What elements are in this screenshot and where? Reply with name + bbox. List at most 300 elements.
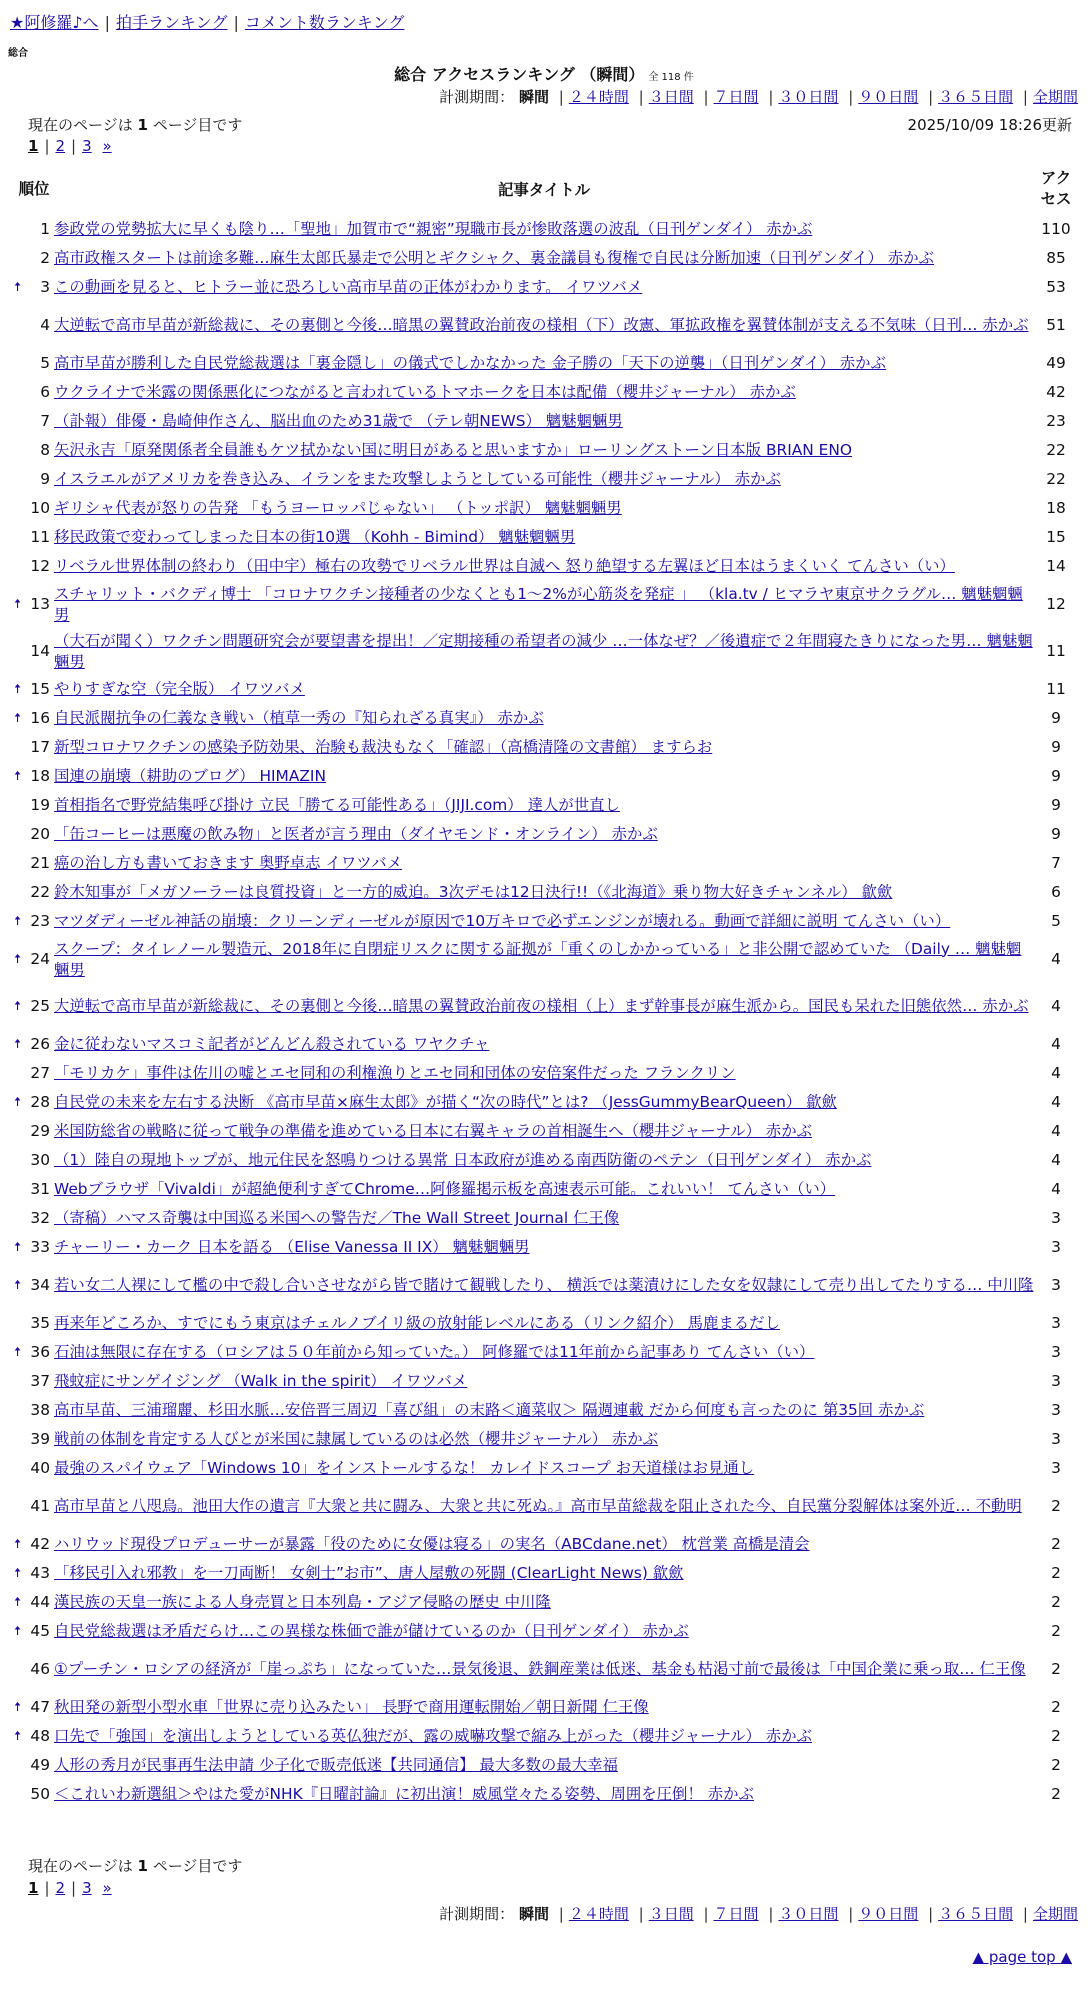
pager-next[interactable]: » bbox=[102, 137, 112, 155]
rank-up-icon: 🠅 bbox=[14, 999, 22, 1014]
title-cell bbox=[54, 820, 1034, 849]
article-title-link[interactable]: 癌の治し方も書いておきます 奥野卓志 イワツバメ bbox=[54, 854, 403, 872]
table-row bbox=[14, 1088, 1078, 1117]
article-title-link[interactable]: ＜これいわ新選組＞やはた愛がNHK『日曜討論』に初出演！威風堂々たる姿勢、周囲を圧倒！ 赤かぶ bbox=[54, 1785, 754, 1803]
rank-up-icon bbox=[14, 1396, 28, 1425]
table-row bbox=[14, 1262, 1078, 1309]
ranking-rows bbox=[14, 215, 1078, 1809]
article-title-link[interactable]: 人形の秀月が民事再生法申請 少子化で販売低迷【共同通信】 最大多数の最大幸福 bbox=[54, 1756, 618, 1774]
article-title-link[interactable]: 米国防総省の戦略に従って戦争の準備を進めている日本に右翼キャラの首相誕生へ（櫻井ジャーナル） 赤かぶ bbox=[54, 1122, 812, 1140]
rank-up-icon bbox=[14, 628, 28, 675]
title-cell bbox=[54, 1425, 1034, 1454]
title-cell bbox=[54, 494, 1034, 523]
title-cell bbox=[54, 1059, 1034, 1088]
rank-up-icon bbox=[14, 820, 28, 849]
pager-page-2[interactable]: 2 bbox=[55, 1879, 66, 1897]
table-row bbox=[14, 1396, 1078, 1425]
access-count: 11 bbox=[1046, 680, 1066, 698]
rank-up-icon: 🠅 bbox=[14, 1700, 22, 1715]
rank-number: 8 bbox=[40, 441, 51, 459]
rank-number: 18 bbox=[30, 767, 51, 785]
rank-up-icon: 🠅 bbox=[14, 1345, 22, 1360]
title-cell bbox=[54, 215, 1034, 244]
table-header bbox=[14, 163, 1078, 215]
title-cell bbox=[54, 1338, 1034, 1367]
link-clap-ranking[interactable]: 拍手ランキング bbox=[115, 13, 228, 32]
link-comment-ranking[interactable]: コメント数ランキング bbox=[244, 13, 405, 32]
table-row bbox=[14, 704, 1078, 733]
rank-number: 46 bbox=[30, 1660, 51, 1678]
title-cell bbox=[54, 675, 1034, 704]
pager-next[interactable]: » bbox=[102, 1879, 112, 1897]
article-title-link[interactable]: 大逆転で高市早苗が新総裁に、その裏側と今後…暗黒の翼賛政治前夜の様相（上）まず幹事長が麻生派から。国民も呆れた旧態依然… 赤かぶ bbox=[54, 997, 1029, 1015]
rank-up-icon bbox=[14, 465, 28, 494]
title-cell bbox=[54, 349, 1034, 378]
title-cell bbox=[54, 1396, 1034, 1425]
ranking-heading: 総合 アクセスランキング （瞬間） bbox=[394, 65, 645, 84]
table-row bbox=[14, 675, 1078, 704]
access-count: 2 bbox=[1051, 1564, 1061, 1582]
article-title-link[interactable]: 「缶コーヒーは悪魔の飲み物」と医者が言う理由（ダイヤモンド・オンライン） 赤かぶ bbox=[54, 825, 658, 843]
access-count: 2 bbox=[1051, 1727, 1061, 1745]
rank-number: 17 bbox=[30, 738, 51, 756]
rank-up-icon: 🠅 bbox=[14, 952, 22, 967]
access-count: 3 bbox=[1051, 1430, 1061, 1448]
access-count: 9 bbox=[1051, 767, 1061, 785]
rank-number: 5 bbox=[40, 354, 51, 372]
table-row bbox=[14, 936, 1078, 983]
article-title-link[interactable]: 飛蚊症にサンゲイジング （Walk in the spirit） イワツバメ bbox=[54, 1372, 468, 1390]
rank-number: 48 bbox=[30, 1727, 51, 1745]
rank-up-icon bbox=[14, 349, 28, 378]
table-row bbox=[14, 465, 1078, 494]
article-title-link[interactable]: イスラエルがアメリカを巻き込み、イランをまた攻撃しようとしている可能性（櫻井ジャーナル） 赤かぶ bbox=[54, 470, 781, 488]
pager-current: 1 bbox=[28, 1879, 39, 1897]
article-title-link[interactable]: 自民派閥抗争の仁義なき戦い（植草一秀の『知られざる真実』） 赤かぶ bbox=[54, 709, 544, 727]
title-cell bbox=[54, 762, 1034, 791]
article-title-link[interactable]: ①プーチン・ロシアの経済が「崖っぷち」になっていた…景気後退、鉄鋼産業は低迷、基金も枯渇寸前で最後は「中国企業に乗っ取… 仁王像 bbox=[54, 1660, 1026, 1678]
title-cell bbox=[54, 302, 1034, 349]
rank-up-icon bbox=[14, 791, 28, 820]
table-row bbox=[14, 733, 1078, 762]
rank-number: 22 bbox=[30, 883, 51, 901]
table-row bbox=[14, 273, 1078, 302]
table-row bbox=[14, 983, 1078, 1030]
rank-up-icon bbox=[14, 1780, 28, 1809]
access-count: 4 bbox=[1051, 950, 1061, 968]
title-cell bbox=[54, 733, 1034, 762]
rank-up-icon bbox=[14, 1425, 28, 1454]
rank-number: 10 bbox=[30, 499, 51, 517]
rank-up-icon bbox=[14, 407, 28, 436]
article-title-link[interactable]: 秋田発の新型小型水車「世界に売り込みたい」 長野で商用運転開始／朝日新聞 仁王像 bbox=[54, 1698, 649, 1716]
page-info-bottom: 現在のページは 1 ページ目です bbox=[28, 1857, 243, 1875]
article-title-link[interactable]: 金に従わないマスコミ記者がどんどん殺されている ワヤクチャ bbox=[54, 1035, 490, 1053]
table-row bbox=[14, 1780, 1078, 1809]
table-row bbox=[14, 552, 1078, 581]
article-title-link[interactable]: 矢沢永吉「原発関係者全員誰もケツ拭かない国に明日があると思いますか」ローリングストーン日本版 BRIAN ENO bbox=[54, 441, 853, 459]
rank-up-icon: 🠅 bbox=[14, 711, 22, 726]
rank-up-icon bbox=[14, 494, 28, 523]
access-count: 3 bbox=[1051, 1459, 1061, 1477]
title-cell bbox=[54, 1588, 1034, 1617]
rank-number: 40 bbox=[30, 1459, 51, 1477]
rank-number: 9 bbox=[40, 470, 51, 488]
title-cell bbox=[54, 1722, 1034, 1751]
access-count: 4 bbox=[1051, 997, 1061, 1015]
rank-up-icon bbox=[14, 302, 28, 349]
title-cell bbox=[54, 1617, 1034, 1646]
access-count: 3 bbox=[1051, 1209, 1061, 1227]
article-title-link[interactable]: 新型コロナワクチンの感染予防効果、治験も裁決もなく「確認」（高橋清隆の文書館） ますらお bbox=[54, 738, 713, 756]
rank-up-icon: 🠅 bbox=[14, 597, 22, 612]
title-cell bbox=[54, 1367, 1034, 1396]
access-count: 110 bbox=[1041, 220, 1071, 238]
rank-number: 36 bbox=[30, 1343, 51, 1361]
access-count: 2 bbox=[1051, 1756, 1061, 1774]
title-cell bbox=[54, 1780, 1034, 1809]
table-row bbox=[14, 849, 1078, 878]
access-count: 4 bbox=[1051, 1064, 1061, 1082]
rank-number: 26 bbox=[30, 1035, 51, 1053]
rank-number: 23 bbox=[30, 912, 51, 930]
table-row bbox=[14, 1617, 1078, 1646]
access-count: 12 bbox=[1046, 595, 1066, 613]
period-3d[interactable]: ３日間 bbox=[648, 88, 694, 106]
access-count: 9 bbox=[1051, 709, 1061, 727]
rank-up-icon bbox=[14, 1146, 28, 1175]
top-nav: ★阿修羅♪へ | 拍手ランキング | コメント数ランキング bbox=[10, 13, 405, 32]
article-title-link[interactable]: 高市早苗と八咫烏。池田大作の遺言『大衆と共に闘み、大衆と共に死ぬ。』高市早苗総裁を阻止された今、自民黨分裂解体は案外近… 不動明 bbox=[54, 1497, 1022, 1515]
table-row bbox=[14, 436, 1078, 465]
period-90d[interactable]: ９０日間 bbox=[858, 1905, 919, 1923]
title-cell bbox=[54, 273, 1034, 302]
rank-number: 31 bbox=[30, 1180, 51, 1198]
table-row bbox=[14, 523, 1078, 552]
article-title-link[interactable]: 大逆転で高市早苗が新総裁に、その裏側と今後…暗黒の翼賛政治前夜の様相（下）改憲、軍拡政権を翼賛体制が支える不気味（日刊… 赤かぶ bbox=[54, 316, 1029, 334]
rank-number: 35 bbox=[30, 1314, 51, 1332]
access-count: 3 bbox=[1051, 1343, 1061, 1361]
title-cell bbox=[54, 1233, 1034, 1262]
rank-up-icon bbox=[14, 1059, 28, 1088]
access-count: 9 bbox=[1051, 825, 1061, 843]
pager-current: 1 bbox=[28, 137, 39, 155]
access-count: 7 bbox=[1051, 854, 1061, 872]
access-count: 2 bbox=[1051, 1785, 1061, 1803]
rank-number: 39 bbox=[30, 1430, 51, 1448]
rank-number: 27 bbox=[30, 1064, 51, 1082]
rank-number: 4 bbox=[40, 316, 51, 334]
title-cell bbox=[54, 552, 1034, 581]
title-cell bbox=[54, 523, 1034, 552]
title-cell bbox=[54, 704, 1034, 733]
rank-number: 20 bbox=[30, 825, 51, 843]
article-title-link[interactable]: チャーリー・カーク 日本を語る （Elise Vanessa II IX） 魑魅魍魎男 bbox=[54, 1238, 530, 1256]
title-cell bbox=[54, 581, 1034, 628]
title-cell bbox=[54, 1309, 1034, 1338]
period-24h[interactable]: ２４時間 bbox=[568, 88, 629, 106]
table-row bbox=[14, 1693, 1078, 1722]
table-row bbox=[14, 1454, 1078, 1483]
updated-time: 2025/10/09 18:26更新 bbox=[907, 116, 1072, 134]
title-cell bbox=[54, 1117, 1034, 1146]
period-365d[interactable]: ３６５日間 bbox=[938, 88, 1014, 106]
article-title-link[interactable]: 高市早苗、三浦瑠麗、杉田水脈…安倍晋三周辺「喜び組」の末路＜適菜収＞ 隔週連載 だから何度も言ったのに 第35回 赤かぶ bbox=[54, 1401, 925, 1419]
article-title-link[interactable]: この動画を見ると、ヒトラー並に恐ろしい高市早苗の正体がわかります。 イワツバメ bbox=[54, 278, 643, 296]
title-cell bbox=[54, 1146, 1034, 1175]
rank-number: 2 bbox=[40, 249, 51, 267]
rank-up-icon bbox=[14, 1454, 28, 1483]
title-cell bbox=[54, 1646, 1034, 1693]
rank-up-icon bbox=[14, 1483, 28, 1530]
header-title: 記事タイトル bbox=[497, 181, 591, 199]
table-row bbox=[14, 762, 1078, 791]
rank-up-icon bbox=[14, 733, 28, 762]
period-90d[interactable]: ９０日間 bbox=[858, 88, 919, 106]
table-row bbox=[14, 1030, 1078, 1059]
access-count: 2 bbox=[1051, 1698, 1061, 1716]
access-count: 6 bbox=[1051, 883, 1061, 901]
access-count: 22 bbox=[1046, 470, 1066, 488]
table-row bbox=[14, 407, 1078, 436]
rank-number: 1 bbox=[40, 220, 51, 238]
article-title-link[interactable]: 若い女二人裸にして檻の中で殺し合いさせながら皆で賭けて観戦したり、 横浜では薬漬けにした女を奴隷にして売り出してたりする… 中川隆 bbox=[54, 1276, 1034, 1294]
title-cell bbox=[54, 1175, 1034, 1204]
table-row bbox=[14, 1233, 1078, 1262]
article-title-link[interactable]: 自民党総裁選は矛盾だらけ…この異様な株価で誰が儲けているのか（日刊ゲンダイ） 赤かぶ bbox=[54, 1622, 689, 1640]
rank-number: 37 bbox=[30, 1372, 51, 1390]
pager-page-3[interactable]: 3 bbox=[82, 1879, 92, 1897]
rank-number: 38 bbox=[30, 1401, 51, 1419]
period-selector-bottom: 計測期間： 瞬間 | ２４時間 | ３日間 | ７日間 | ３０日間 | ９０日間 | ３６５日間 | 全期間 bbox=[439, 1905, 1078, 1923]
rank-up-icon: 🠅 bbox=[14, 682, 22, 697]
table-row bbox=[14, 1309, 1078, 1338]
table-row bbox=[14, 1146, 1078, 1175]
table-row bbox=[14, 907, 1078, 936]
rank-number: 47 bbox=[30, 1698, 51, 1716]
title-cell bbox=[54, 791, 1034, 820]
table-row bbox=[14, 1117, 1078, 1146]
access-count: 2 bbox=[1051, 1593, 1061, 1611]
rank-up-icon bbox=[14, 849, 28, 878]
article-title-link[interactable]: ハリウッド現役プロデューサーが暴露「役のために女優は寝る」の実名（ABCdane.net） 枕営業 高橋是清会 bbox=[54, 1535, 810, 1553]
access-count: 42 bbox=[1046, 383, 1066, 401]
period-7d[interactable]: ７日間 bbox=[713, 88, 759, 106]
article-title-link[interactable]: ウクライナで米露の関係悪化につながると言われているトマホークを日本は配備（櫻井ジャーナル） 赤かぶ bbox=[54, 383, 796, 401]
table-row bbox=[14, 349, 1078, 378]
title-cell bbox=[54, 1030, 1034, 1059]
category-label: 総合 bbox=[8, 48, 28, 59]
access-count: 2 bbox=[1051, 1660, 1061, 1678]
article-title-link[interactable]: 参政党の党勢拡大に早くも陰り…「聖地」加賀市で“親密”現職市長が惨敗落選の波乱（日刊ゲンダイ） 赤かぶ bbox=[54, 220, 813, 238]
rank-number: 49 bbox=[30, 1756, 51, 1774]
article-title-link[interactable]: スクープ：タイレノール製造元、2018年に自閉症リスクに関する証拠が「重くのしかかっている」と非公開で認めていた （Daily … 魑魅魍魎男 bbox=[54, 939, 1022, 979]
rank-up-icon bbox=[14, 378, 28, 407]
article-title-link[interactable]: ギリシャ代表が怒りの告発 「もうヨーロッパじゃない」 （トッポ訳） 魑魅魍魎男 bbox=[54, 499, 622, 517]
access-count: 4 bbox=[1051, 1035, 1061, 1053]
rank-number: 15 bbox=[30, 680, 51, 698]
period-3d[interactable]: ３日間 bbox=[648, 1905, 694, 1923]
access-count: 3 bbox=[1051, 1314, 1061, 1332]
article-title-link[interactable]: 「モリカケ」事件は佐川の嘘とエセ同和の利権漁りとエセ同和団体の安倍案件だった フランクリン bbox=[54, 1064, 736, 1082]
table-row bbox=[14, 1059, 1078, 1088]
rank-number: 11 bbox=[30, 528, 51, 546]
period-30d[interactable]: ３０日間 bbox=[778, 1905, 839, 1923]
title-cell bbox=[54, 1483, 1034, 1530]
header-rank: 順位 bbox=[18, 179, 50, 198]
access-count: 9 bbox=[1051, 738, 1061, 756]
rank-up-icon bbox=[14, 1204, 28, 1233]
rank-up-icon bbox=[14, 1117, 28, 1146]
article-title-link[interactable]: 国連の崩壊（耕助のブログ） HIMAZIN bbox=[54, 767, 326, 785]
table-row bbox=[14, 791, 1078, 820]
article-title-link[interactable]: 自民党の未来を左右する決断 《高市早苗×麻生太郎》が描く“次の時代”とは? （JessGummyBearQueen） 歙歛 bbox=[54, 1093, 837, 1111]
table-row bbox=[14, 244, 1078, 273]
access-count: 11 bbox=[1046, 642, 1066, 660]
pager-page-3[interactable]: 3 bbox=[82, 137, 92, 155]
rank-number: 16 bbox=[30, 709, 51, 727]
access-count: 18 bbox=[1046, 499, 1066, 517]
table-row bbox=[14, 581, 1078, 628]
article-title-link[interactable]: やりすぎな空（完全版） イワツバメ bbox=[54, 680, 305, 698]
rank-number: 6 bbox=[40, 383, 51, 401]
period-current: 瞬間 bbox=[518, 88, 549, 106]
table-row bbox=[14, 1338, 1078, 1367]
article-title-link[interactable]: 「移民引入れ邪教」を一刀両断！ 女剣士”お市”、唐人屋敷の死闘 (ClearLight News) 歙歛 bbox=[54, 1564, 684, 1582]
rank-number: 28 bbox=[30, 1093, 51, 1111]
article-title-link[interactable]: 移民政策で変わってしまった日本の街10選 （Kohh - Bimind） 魑魅魍魎男 bbox=[54, 528, 576, 546]
table-row bbox=[14, 1175, 1078, 1204]
title-cell bbox=[54, 1530, 1034, 1559]
table-row bbox=[14, 1559, 1078, 1588]
title-cell bbox=[54, 244, 1034, 273]
article-title-link[interactable]: 高市政権スタートは前途多難…麻生太郎氏暴走で公明とギクシャク、裏金議員も復権で自民は分断加速（日刊ゲンダイ） 赤かぶ bbox=[54, 249, 935, 267]
article-title-link[interactable]: （寄稿）ハマス奇襲は中国巡る米国への警告だ／The Wall Street Journal 仁王像 bbox=[54, 1209, 620, 1227]
rank-up-icon: 🠅 bbox=[14, 1095, 22, 1110]
article-title-link[interactable]: マツダディーゼル神話の崩壊：クリーンディーゼルが原因で10万キロで必ずエンジンが壊れる。動画で詳細に説明 てんさい（い） bbox=[54, 912, 951, 930]
article-title-link[interactable]: 鈴木知事が「メガソーラーは良質投資」と一方的威迫。3次デモは12日決行!!（《北海道》乗り物大好きチャンネル） 歙歛 bbox=[54, 883, 893, 901]
article-title-link[interactable]: 石油は無限に存在する（ロシアは５０年前から知っていた。） 阿修羅では11年前から記事あり てんさい（い） bbox=[54, 1343, 815, 1361]
article-title-link[interactable]: 高市早苗が勝利した自民党総裁選は「裏金隠し」の儀式でしかなかった 金子勝の「天下の逆襲」（日刊ゲンダイ） 赤かぶ bbox=[54, 354, 886, 372]
access-count: 85 bbox=[1046, 249, 1066, 267]
access-count: 51 bbox=[1046, 316, 1066, 334]
rank-up-icon: 🠅 bbox=[14, 769, 22, 784]
access-count: 5 bbox=[1051, 912, 1061, 930]
rank-up-icon: 🠅 bbox=[14, 1595, 22, 1610]
table-row bbox=[14, 1530, 1078, 1559]
title-cell bbox=[54, 1204, 1034, 1233]
access-count: 2 bbox=[1051, 1535, 1061, 1553]
rank-number: 44 bbox=[30, 1593, 51, 1611]
title-cell bbox=[54, 436, 1034, 465]
title-cell bbox=[54, 1088, 1034, 1117]
rank-up-icon bbox=[14, 523, 28, 552]
access-count: 22 bbox=[1046, 441, 1066, 459]
access-count: 4 bbox=[1051, 1151, 1061, 1169]
rank-up-icon: 🠅 bbox=[14, 914, 22, 929]
article-title-link[interactable]: Webブラウザ「Vivaldi」が超絶便利すぎてChrome…阿修羅掲示板を高速表示可能。これいい！ てんさい（い） bbox=[54, 1180, 836, 1198]
rank-number: 34 bbox=[30, 1276, 51, 1294]
title-cell bbox=[54, 849, 1034, 878]
article-title-link[interactable]: リベラル世界体制の終わり（田中宇）極右の攻勢でリベラル世界は自滅へ 怒り絶望する左翼ほど日本はうまくいく てんさい（い） bbox=[54, 557, 955, 575]
access-count: 23 bbox=[1046, 412, 1066, 430]
pager-top: 1 | 2 | 3 » bbox=[28, 137, 112, 155]
table-row bbox=[14, 820, 1078, 849]
rank-up-icon: 🠅 bbox=[14, 1037, 22, 1052]
article-title-link[interactable]: 戦前の体制を肯定する人びとが米国に隷属しているのは必然（櫻井ジャーナル） 赤かぶ bbox=[54, 1430, 659, 1448]
table-row bbox=[14, 878, 1078, 907]
link-ashura-home[interactable]: ★阿修羅♪へ bbox=[10, 13, 99, 32]
rank-number: 45 bbox=[30, 1622, 51, 1640]
article-title-link[interactable]: 口先で「強国」を演出しようとしている英仏独だが、露の威嚇攻撃で縮み上がった（櫻井ジャーナル） 赤かぶ bbox=[54, 1727, 812, 1745]
period-all[interactable]: 全期間 bbox=[1032, 1905, 1078, 1923]
rank-number: 19 bbox=[30, 796, 51, 814]
rank-number: 14 bbox=[30, 642, 51, 660]
rank-number: 43 bbox=[30, 1564, 51, 1582]
period-24h[interactable]: ２４時間 bbox=[568, 1905, 629, 1923]
access-count: 3 bbox=[1051, 1372, 1061, 1390]
rank-up-icon bbox=[14, 215, 28, 244]
article-title-link[interactable]: 漢民族の天皇一族による人身売買と日本列島・アジア侵略の歴史 中川隆 bbox=[54, 1593, 551, 1611]
access-count: 53 bbox=[1046, 278, 1066, 296]
title-cell bbox=[54, 628, 1034, 675]
pager-page-2[interactable]: 2 bbox=[55, 137, 66, 155]
period-365d[interactable]: ３６５日間 bbox=[938, 1905, 1014, 1923]
table-row bbox=[14, 628, 1078, 675]
table-row bbox=[14, 1425, 1078, 1454]
rank-up-icon bbox=[14, 1309, 28, 1338]
rank-number: 50 bbox=[30, 1785, 51, 1803]
title-cell bbox=[54, 378, 1034, 407]
rank-up-icon: 🠅 bbox=[14, 1566, 22, 1581]
access-count: 3 bbox=[1051, 1238, 1061, 1256]
period-all[interactable]: 全期間 bbox=[1032, 88, 1078, 106]
ranking-table bbox=[14, 163, 1078, 1809]
article-title-link[interactable]: （訃報）俳優・島崎伸作さん、脳出血のため31歳で （テレ朝NEWS） 魑魅魍魎男 bbox=[54, 412, 623, 430]
rank-up-icon bbox=[14, 1367, 28, 1396]
article-title-link[interactable]: 再来年どころか、すでにもう東京はチェルノブイリ級の放射能レベルにある（リンク紹介） 馬鹿まるだし bbox=[54, 1314, 780, 1332]
rank-up-icon bbox=[14, 1175, 28, 1204]
header-access: アクセス bbox=[1040, 169, 1072, 208]
rank-number: 25 bbox=[30, 997, 51, 1015]
page-title bbox=[0, 62, 1088, 85]
rank-number: 32 bbox=[30, 1209, 51, 1227]
rank-up-icon: 🠅 bbox=[14, 1278, 22, 1293]
period-7d[interactable]: ７日間 bbox=[713, 1905, 759, 1923]
table-row bbox=[14, 494, 1078, 523]
article-title-link[interactable]: 首相指名で野党結集呼び掛け 立民「勝てる可能性ある」（JIJI.com） 達人が世直し bbox=[54, 796, 620, 814]
article-title-link[interactable]: スチャリット・バクディ博士 「コロナワクチン接種者の少なくとも1～2%が心筋炎を発症 」 （kla.tv / ヒマラヤ東京サクラグル… 魑魅魍魎男 bbox=[54, 584, 1023, 624]
rank-up-icon bbox=[14, 878, 28, 907]
article-title-link[interactable]: （大石が聞く）ワクチン問題研究会が要望書を提出！／定期接種の希望者の減少 …一体なぜ？／後遺症で２年間寝たきりになった男… 魑魅魍魎男 bbox=[54, 631, 1033, 671]
period-30d[interactable]: ３０日間 bbox=[778, 88, 839, 106]
access-count: 4 bbox=[1051, 1180, 1061, 1198]
article-title-link[interactable]: （1）陸自の現地トップが、地元住民を怒鳴りつける異常 日本政府が進める南西防衛のペテン（日刊ゲンダイ） 赤かぶ bbox=[54, 1151, 872, 1169]
table-row bbox=[14, 215, 1078, 244]
table-row bbox=[14, 378, 1078, 407]
title-cell bbox=[54, 983, 1034, 1030]
article-title-link[interactable]: 最強のスパイウェア「Windows 10」をインストールするな！ カレイドスコープ お天道様はお見通し bbox=[54, 1459, 755, 1477]
access-count: 2 bbox=[1051, 1622, 1061, 1640]
table-row bbox=[14, 1588, 1078, 1617]
page-top-link[interactable]: ▲ page top ▲ bbox=[972, 1948, 1072, 1966]
rank-up-icon bbox=[14, 1751, 28, 1780]
table-row bbox=[14, 302, 1078, 349]
rank-up-icon: 🠅 bbox=[14, 1729, 22, 1744]
access-count: 4 bbox=[1051, 1122, 1061, 1140]
rank-up-icon: 🠅 bbox=[14, 1537, 22, 1552]
rank-number: 29 bbox=[30, 1122, 51, 1140]
